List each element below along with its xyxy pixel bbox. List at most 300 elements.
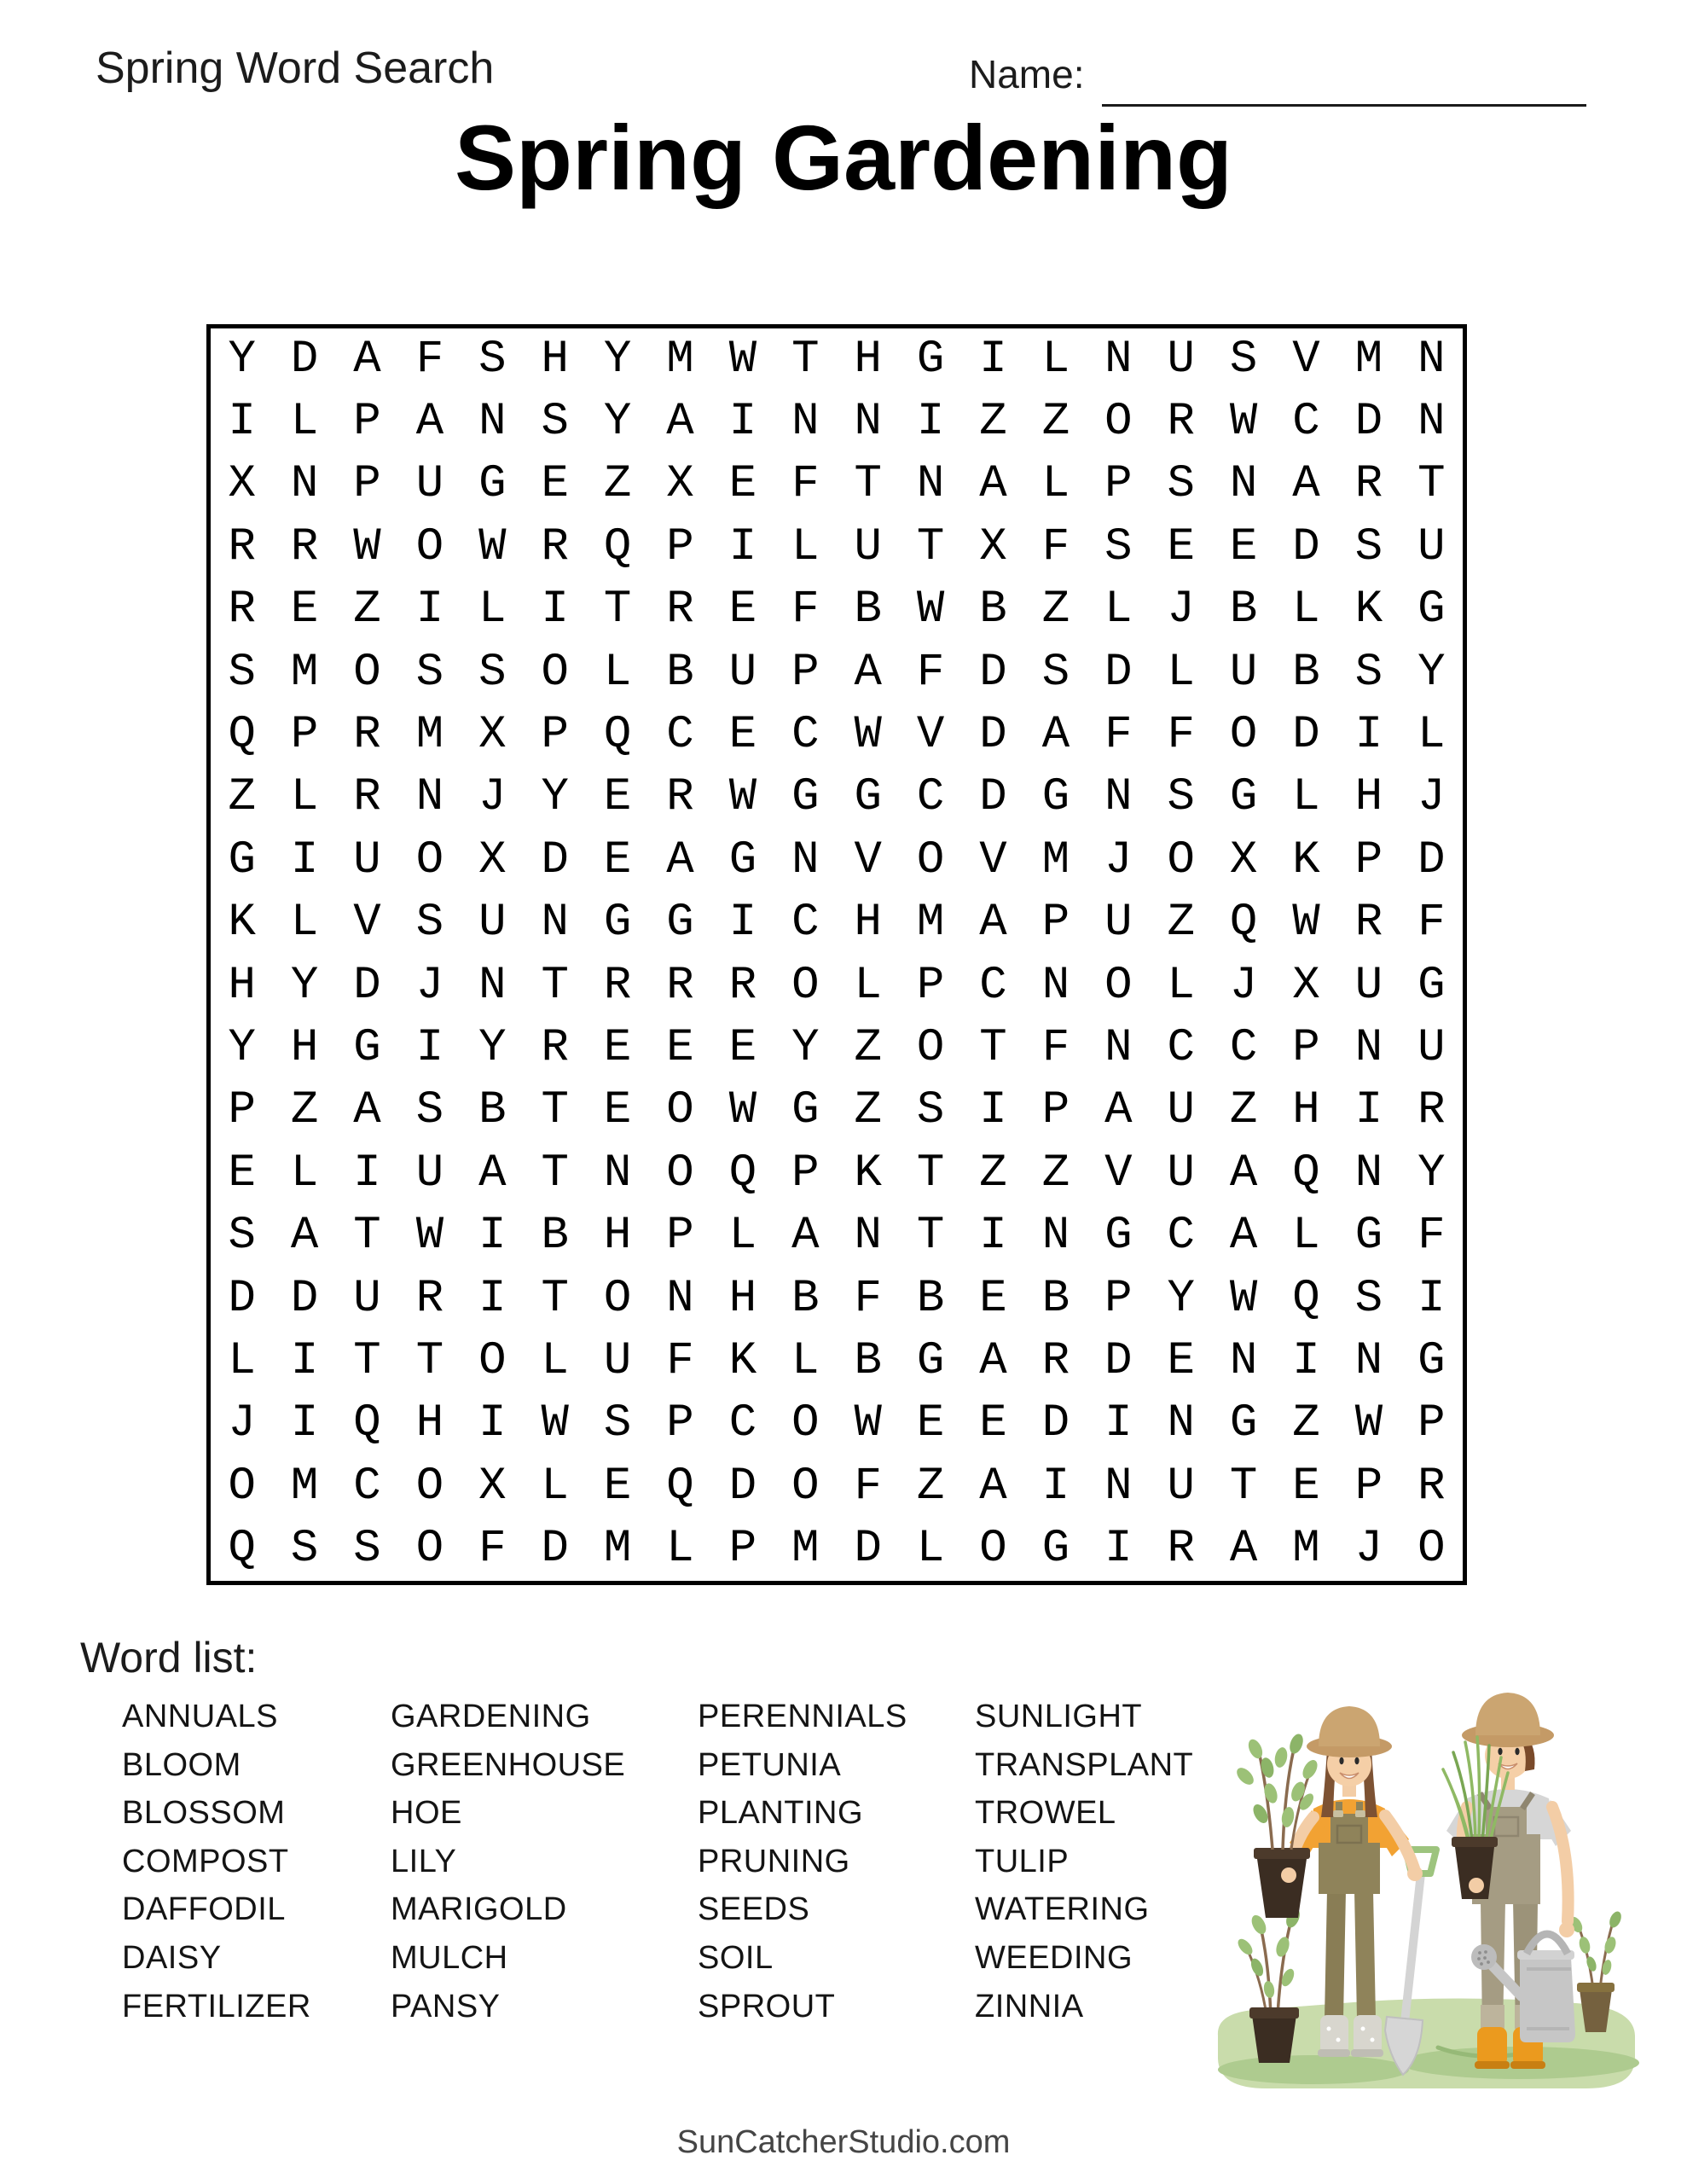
grid-cell: D — [1354, 396, 1383, 449]
grid-cell: P — [1417, 1397, 1446, 1450]
grid-cell: K — [1354, 584, 1383, 636]
grid-cell: S — [415, 646, 444, 699]
grid-cell: G — [1041, 771, 1070, 824]
grid-cell: A — [1229, 1210, 1258, 1263]
grid-cell: A — [666, 396, 694, 449]
grid-cell: G — [1041, 1523, 1070, 1576]
grid-cell: Y — [478, 1022, 507, 1075]
grid-cell: Z — [1292, 1397, 1320, 1450]
grid-cell: Q — [666, 1460, 694, 1513]
grid-cell: D — [979, 771, 1007, 824]
grid-cell: K — [728, 1335, 757, 1388]
grid-cell: G — [791, 1084, 820, 1137]
grid-cell: E — [541, 458, 569, 511]
grid-cell: C — [1167, 1210, 1195, 1263]
grid-cell: Z — [353, 584, 381, 636]
grid-cell: J — [415, 959, 444, 1012]
grid-cell: D — [728, 1460, 757, 1513]
grid-cell: G — [728, 834, 757, 886]
grid-cell: G — [1417, 959, 1446, 1012]
grid-cell: I — [415, 584, 444, 636]
grid-cell: P — [290, 709, 319, 762]
grid-cell: S — [1041, 646, 1070, 699]
grid-cell: I — [728, 897, 757, 950]
grid-cell: S — [916, 1084, 945, 1137]
grid-cell: G — [1104, 1210, 1133, 1263]
word-list-item: HOE — [391, 1795, 462, 1832]
grid-cell: L — [290, 771, 319, 824]
grid-cell: A — [353, 333, 381, 386]
grid-cell: D — [541, 834, 569, 886]
grid-cell: S — [353, 1523, 381, 1576]
grid-cell: V — [1292, 333, 1320, 386]
word-list-item: MARIGOLD — [391, 1891, 567, 1928]
grid-cell: N — [1104, 1460, 1133, 1513]
grid-cell: N — [541, 897, 569, 950]
grid-cell: L — [1417, 709, 1446, 762]
grid-cell: L — [1292, 771, 1320, 824]
grid-cell: F — [1041, 1022, 1070, 1075]
grid-cell: R — [603, 959, 632, 1012]
word-list-item: BLOOM — [122, 1746, 241, 1783]
grid-cell: Z — [854, 1022, 882, 1075]
grid-cell: D — [1041, 1397, 1070, 1450]
grid-cell: E — [728, 709, 757, 762]
grid-cell: T — [916, 1210, 945, 1263]
grid-cell: A — [979, 1335, 1007, 1388]
grid-cell: D — [290, 333, 319, 386]
grid-cell: X — [478, 1460, 507, 1513]
word-list-item: LILY — [391, 1843, 457, 1879]
grid-cell: M — [290, 1460, 319, 1513]
grid-cell: H — [854, 897, 882, 950]
word-list-item: SOIL — [698, 1939, 774, 1976]
grid-cell: S — [228, 1210, 256, 1263]
grid-cell: H — [541, 333, 569, 386]
grid-cell: S — [1354, 646, 1383, 699]
grid-cell: K — [1292, 834, 1320, 886]
grid-cell: I — [478, 1210, 507, 1263]
word-list-item: GARDENING — [391, 1699, 591, 1734]
word-list-item: ANNUALS — [122, 1699, 278, 1734]
grid-cell: M — [1354, 333, 1383, 386]
grid-cell: L — [1292, 584, 1320, 636]
grid-cell: N — [1417, 396, 1446, 449]
grid-cell: G — [666, 897, 694, 950]
grid-cell: F — [1417, 1210, 1446, 1263]
grid-cell: H — [728, 1272, 757, 1325]
grid-cell: I — [228, 396, 256, 449]
grid-cell: U — [1167, 1147, 1195, 1199]
grid-cell: V — [979, 834, 1007, 886]
grid-cell: P — [541, 709, 569, 762]
grid-cell: F — [1417, 897, 1446, 950]
grid-cell: I — [290, 1335, 319, 1388]
grid-cell: W — [728, 1084, 757, 1137]
grid-cell: Y — [1417, 646, 1446, 699]
grid-cell: W — [1229, 396, 1258, 449]
grid-cell: P — [1354, 1460, 1383, 1513]
grid-cell: J — [1354, 1523, 1383, 1576]
grid-cell: N — [1354, 1022, 1383, 1075]
grid-cell: C — [791, 709, 820, 762]
grid-cell: R — [415, 1272, 444, 1325]
grid-cell: I — [478, 1397, 507, 1450]
grid-cell: S — [415, 897, 444, 950]
grid-cell: C — [791, 897, 820, 950]
grid-cell: L — [478, 584, 507, 636]
word-list-item: DAISY — [122, 1939, 222, 1976]
grid-cell: N — [1229, 458, 1258, 511]
grid-cell: H — [1354, 771, 1383, 824]
word-list-item: TRANSPLANT — [975, 1746, 1194, 1783]
grid-cell: M — [916, 897, 945, 950]
grid-cell: I — [979, 1084, 1007, 1137]
grid-cell: P — [1104, 458, 1133, 511]
grid-cell: N — [1354, 1147, 1383, 1199]
grid-cell: Y — [603, 396, 632, 449]
grid-cell: T — [541, 1084, 569, 1137]
grid-cell: S — [1229, 333, 1258, 386]
word-list-item: FERTILIZER — [122, 1988, 311, 2024]
grid-cell: Y — [1167, 1272, 1195, 1325]
grid-cell: H — [290, 1022, 319, 1075]
grid-cell: O — [1167, 834, 1195, 886]
grid-cell: V — [916, 709, 945, 762]
grid-cell: D — [290, 1272, 319, 1325]
grid-cell: J — [478, 771, 507, 824]
grid-cell: B — [1229, 584, 1258, 636]
grid-cell: Z — [1041, 396, 1070, 449]
grid-cell: W — [1354, 1397, 1383, 1450]
grid-cell: T — [1229, 1460, 1258, 1513]
grid-cell: L — [1292, 1210, 1320, 1263]
grid-cell: R — [1354, 458, 1383, 511]
grid-cell: T — [541, 1272, 569, 1325]
grid-cell: R — [666, 959, 694, 1012]
word-list-item: ZINNIA — [975, 1988, 1084, 2024]
grid-cell: X — [666, 458, 694, 511]
grid-cell: P — [791, 1147, 820, 1199]
grid-cell: N — [854, 1210, 882, 1263]
grid-cell: H — [1292, 1084, 1320, 1137]
grid-cell: I — [728, 396, 757, 449]
grid-cell: X — [228, 458, 256, 511]
grid-cell: T — [541, 1147, 569, 1199]
grid-cell: S — [603, 1397, 632, 1450]
grid-cell: A — [979, 1460, 1007, 1513]
grid-cell: U — [1354, 959, 1383, 1012]
grid-cell: B — [1041, 1272, 1070, 1325]
grid-cell: U — [1167, 1460, 1195, 1513]
grid-cell: A — [979, 897, 1007, 950]
word-list-column-1 — [122, 1693, 311, 2030]
grid-cell: S — [1167, 771, 1195, 824]
grid-cell: N — [1041, 959, 1070, 1012]
grid-cell: O — [415, 520, 444, 573]
grid-cell: Z — [1229, 1084, 1258, 1137]
grid-cell: O — [603, 1272, 632, 1325]
grid-cell: G — [1229, 1397, 1258, 1450]
grid-cell: T — [353, 1335, 381, 1388]
grid-cell: B — [979, 584, 1007, 636]
grid-cell: E — [1167, 520, 1195, 573]
word-list-column-4 — [975, 1693, 1193, 2030]
grid-cell: E — [1167, 1335, 1195, 1388]
grid-cell: W — [1229, 1272, 1258, 1325]
grid-cell: I — [478, 1272, 507, 1325]
grid-cell: O — [666, 1147, 694, 1199]
grid-cell: D — [1104, 1335, 1133, 1388]
grid-cell: V — [1104, 1147, 1133, 1199]
grid-cell: A — [1104, 1084, 1133, 1137]
grid-cell: U — [478, 897, 507, 950]
grid-cell: O — [1104, 396, 1133, 449]
grid-cell: I — [1104, 1397, 1133, 1450]
grid-cell: K — [854, 1147, 882, 1199]
puzzle-title: Spring Gardening — [454, 106, 1233, 209]
grid-cell: U — [1104, 897, 1133, 950]
word-list-item: MULCH — [391, 1939, 508, 1976]
grid-cell: D — [1292, 709, 1320, 762]
name-label: Name: — [969, 52, 1085, 96]
grid-cell: S — [228, 646, 256, 699]
grid-cell: P — [228, 1084, 256, 1137]
grid-cell: W — [728, 771, 757, 824]
grid-cell: Q — [228, 709, 256, 762]
grid-cell: P — [666, 1210, 694, 1263]
grid-cell: F — [854, 1272, 882, 1325]
grid-cell: U — [353, 834, 381, 886]
grid-cell: G — [1354, 1210, 1383, 1263]
grid-cell: I — [290, 834, 319, 886]
grid-cell: I — [415, 1022, 444, 1075]
grid-cell: W — [478, 520, 507, 573]
grid-cell: B — [1292, 646, 1320, 699]
grid-cell: R — [1041, 1335, 1070, 1388]
grid-cell: P — [1354, 834, 1383, 886]
grid-cell: U — [1167, 1084, 1195, 1137]
grid-cell: E — [916, 1397, 945, 1450]
grid-cell: Z — [1167, 897, 1195, 950]
grid-cell: J — [228, 1397, 256, 1450]
grid-cell: E — [979, 1397, 1007, 1450]
grid-cell: E — [603, 1084, 632, 1137]
grid-cell: Y — [290, 959, 319, 1012]
grid-cell: L — [791, 520, 820, 573]
grid-cell: U — [1229, 646, 1258, 699]
grid-cell: N — [415, 771, 444, 824]
grid-cell: B — [791, 1272, 820, 1325]
grid-cell: L — [541, 1460, 569, 1513]
grid-cell: F — [854, 1460, 882, 1513]
word-list-column-3 — [698, 1693, 907, 2030]
grid-cell: E — [228, 1147, 256, 1199]
grid-cell: Q — [1229, 897, 1258, 950]
grid-cell: Y — [228, 1022, 256, 1075]
grid-cell: Z — [603, 458, 632, 511]
grid-cell: W — [916, 584, 945, 636]
grid-cell: B — [854, 1335, 882, 1388]
grid-cell: M — [603, 1523, 632, 1576]
grid-cell: U — [415, 1147, 444, 1199]
grid-cell: R — [1354, 897, 1383, 950]
word-list-item: PLANTING — [698, 1795, 864, 1832]
grid-cell: B — [854, 584, 882, 636]
grid-cell: O — [916, 1022, 945, 1075]
grid-cell: T — [916, 1147, 945, 1199]
grid-cell: E — [603, 1460, 632, 1513]
grid-cell: L — [1167, 646, 1195, 699]
grid-cell: C — [1167, 1022, 1195, 1075]
grid-cell: I — [1354, 1084, 1383, 1137]
grid-cell: A — [1041, 709, 1070, 762]
grid-cell: G — [228, 834, 256, 886]
grid-cell: I — [353, 1147, 381, 1199]
grid-cell: N — [1041, 1210, 1070, 1263]
grid-cell: O — [1417, 1523, 1446, 1576]
grid-cell: S — [1354, 520, 1383, 573]
grid-cell: M — [1041, 834, 1070, 886]
grid-cell: R — [666, 771, 694, 824]
grid-cell: G — [1229, 771, 1258, 824]
grid-cell: V — [854, 834, 882, 886]
grid-cell: T — [854, 458, 882, 511]
grid-cell: N — [791, 834, 820, 886]
grid-cell: T — [603, 584, 632, 636]
gardeners-illustration — [1186, 1664, 1670, 2097]
grid-cell: W — [1292, 897, 1320, 950]
grid-cell: O — [791, 1460, 820, 1513]
word-list-item: TROWEL — [975, 1795, 1116, 1832]
grid-cell: L — [791, 1335, 820, 1388]
grid-cell: Z — [916, 1460, 945, 1513]
grid-cell: E — [603, 1022, 632, 1075]
grid-cell: R — [541, 520, 569, 573]
grid-cell: R — [1417, 1460, 1446, 1513]
grid-cell: L — [854, 959, 882, 1012]
grid-cell: G — [1417, 584, 1446, 636]
grid-cell: P — [1104, 1272, 1133, 1325]
grid-cell: E — [290, 584, 319, 636]
grid-cell: U — [1417, 1022, 1446, 1075]
grid-cell: G — [916, 333, 945, 386]
grid-cell: Q — [353, 1397, 381, 1450]
grid-cell: I — [1041, 1460, 1070, 1513]
grid-cell: L — [541, 1335, 569, 1388]
word-search-grid — [206, 324, 1467, 1585]
grid-cell: N — [791, 396, 820, 449]
grid-cell: G — [916, 1335, 945, 1388]
grid-cell: T — [415, 1335, 444, 1388]
grid-cell: Z — [979, 396, 1007, 449]
grid-cell: N — [916, 458, 945, 511]
grid-cell: O — [228, 1460, 256, 1513]
grid-cell: A — [1292, 458, 1320, 511]
grid-cell: T — [916, 520, 945, 573]
grid-cell: U — [415, 458, 444, 511]
grid-cell: O — [791, 959, 820, 1012]
grid-cell: R — [353, 771, 381, 824]
grid-cell: S — [478, 646, 507, 699]
grid-cell: A — [1229, 1147, 1258, 1199]
grid-cell: L — [1041, 333, 1070, 386]
grid-cell: Z — [228, 771, 256, 824]
grid-cell: E — [728, 1022, 757, 1075]
grid-cell: L — [666, 1523, 694, 1576]
grid-cell: W — [415, 1210, 444, 1263]
grid-cell: D — [979, 646, 1007, 699]
grid-cell: L — [290, 396, 319, 449]
grid-cell: R — [666, 584, 694, 636]
grid-cell: N — [1417, 333, 1446, 386]
word-list-item: PRUNING — [698, 1843, 850, 1879]
grid-cell: A — [1229, 1523, 1258, 1576]
grid-cell: Y — [791, 1022, 820, 1075]
grid-cell: G — [478, 458, 507, 511]
grid-cell: U — [353, 1272, 381, 1325]
grid-cell: A — [854, 646, 882, 699]
grid-cell: B — [478, 1084, 507, 1137]
grid-cell: Q — [603, 520, 632, 573]
grid-cell: E — [728, 584, 757, 636]
grid-cell: I — [1417, 1272, 1446, 1325]
grid-cell: I — [916, 396, 945, 449]
grid-cell: I — [1354, 709, 1383, 762]
word-list-label: Word list: — [80, 1634, 258, 1682]
grid-cell: A — [478, 1147, 507, 1199]
grid-cell: X — [1292, 959, 1320, 1012]
grid-cell: O — [666, 1084, 694, 1137]
grid-cell: O — [541, 646, 569, 699]
word-list-item: SPROUT — [698, 1988, 836, 2024]
grid-cell: C — [1292, 396, 1320, 449]
grid-cell: I — [290, 1397, 319, 1450]
grid-cell: F — [791, 584, 820, 636]
grid-cell: Q — [1292, 1147, 1320, 1199]
grid-cell: F — [916, 646, 945, 699]
grid-cell: N — [1104, 333, 1133, 386]
grid-cell: N — [1167, 1397, 1195, 1450]
grid-cell: M — [415, 709, 444, 762]
word-list-item: GREENHOUSE — [391, 1746, 626, 1783]
grid-cell: I — [1292, 1335, 1320, 1388]
name-input-line[interactable] — [1102, 67, 1586, 107]
grid-cell: O — [916, 834, 945, 886]
grid-cell: H — [603, 1210, 632, 1263]
word-list-item: TULIP — [975, 1843, 1070, 1879]
grid-cell: M — [791, 1523, 820, 1576]
grid-cell: O — [478, 1335, 507, 1388]
grid-cell: Z — [854, 1084, 882, 1137]
grid-cell: T — [791, 333, 820, 386]
grid-cell: B — [916, 1272, 945, 1325]
grid-cell: A — [979, 458, 1007, 511]
grid-cell: D — [353, 959, 381, 1012]
grid-cell: E — [666, 1022, 694, 1075]
grid-cell: O — [415, 1523, 444, 1576]
grid-cell: I — [1104, 1523, 1133, 1576]
grid-cell: F — [1167, 709, 1195, 762]
grid-cell: L — [1104, 584, 1133, 636]
grid-cell: E — [603, 834, 632, 886]
grid-cell: P — [666, 1397, 694, 1450]
grid-cell: T — [353, 1210, 381, 1263]
grid-cell: C — [1229, 1022, 1258, 1075]
grid-cell: Z — [1041, 584, 1070, 636]
grid-cell: U — [728, 646, 757, 699]
grid-cell: R — [541, 1022, 569, 1075]
